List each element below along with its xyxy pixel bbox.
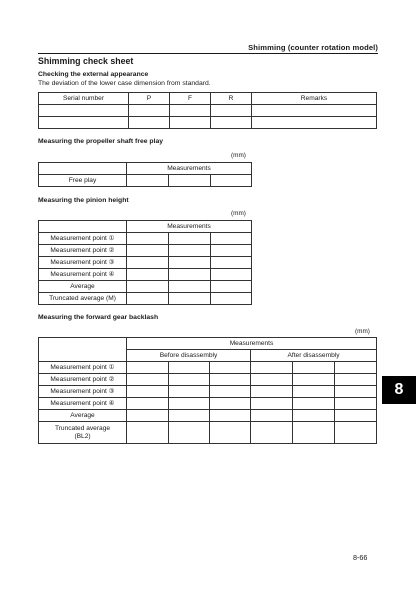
pinion-heading: Measuring the pinion height (38, 197, 129, 204)
table-cell (127, 374, 169, 386)
table-cell (293, 386, 335, 398)
table-cell (251, 410, 293, 422)
table-cell (293, 374, 335, 386)
table-row (39, 245, 252, 257)
table-cell (210, 398, 251, 410)
row-label: Average (39, 281, 127, 293)
table-cell (210, 374, 251, 386)
table-cell (170, 105, 211, 117)
col-f: F (170, 93, 211, 105)
table-cell (211, 233, 252, 245)
table-cell (251, 362, 293, 374)
row-label: Measurement point ① (39, 233, 127, 245)
table-row (39, 117, 377, 129)
table-cell (169, 398, 210, 410)
col-remarks: Remarks (252, 93, 377, 105)
table-cell (251, 386, 293, 398)
table-cell (127, 281, 169, 293)
table-row (39, 281, 252, 293)
table-row (39, 293, 252, 305)
table-cell (169, 233, 211, 245)
free-play-heading: Measuring the propeller shaft free play (38, 138, 164, 145)
table-row (39, 269, 252, 281)
row-label: Measurement point ④ (39, 398, 127, 410)
table-cell (335, 362, 377, 374)
after-disassembly-header: After disassembly (251, 350, 377, 362)
table-cell (211, 245, 252, 257)
table-cell (210, 410, 251, 422)
table-row (39, 257, 252, 269)
row-label: Measurement point ② (39, 374, 127, 386)
table-cell (169, 281, 211, 293)
table-row (39, 362, 377, 374)
measurements-header: Measurements (127, 221, 252, 233)
backlash-table (38, 337, 377, 444)
table-cell (335, 398, 377, 410)
table-cell (170, 117, 211, 129)
table-cell (335, 422, 377, 444)
table-cell (129, 117, 170, 129)
appearance-table (38, 92, 377, 129)
table-cell (251, 422, 293, 444)
table-cell (251, 374, 293, 386)
row-label-truncated-average (39, 422, 127, 444)
row-label: Measurement point ④ (39, 269, 127, 281)
appearance-heading: Checking the external appearance (38, 71, 149, 78)
table-cell (210, 386, 251, 398)
table-cell (127, 257, 169, 269)
table-cell (169, 410, 210, 422)
free-play-unit: (mm) (231, 152, 246, 159)
empty-corner (39, 221, 127, 233)
page-number: 8-66 (353, 553, 368, 562)
table-cell (169, 175, 211, 187)
table-cell (293, 362, 335, 374)
table-row (39, 374, 377, 386)
table-cell (210, 422, 251, 444)
table-cell (335, 410, 377, 422)
table-cell (335, 386, 377, 398)
table-cell (169, 374, 210, 386)
table-cell (169, 293, 211, 305)
table-cell (127, 233, 169, 245)
measurements-header: Measurements (127, 338, 377, 350)
table-cell (169, 245, 211, 257)
table-cell (127, 175, 169, 187)
table-cell (169, 386, 210, 398)
row-label: Truncated average (M) (39, 293, 127, 305)
backlash-unit: (mm) (355, 328, 370, 335)
table-row (39, 105, 377, 117)
table-cell (169, 257, 211, 269)
table-cell (251, 398, 293, 410)
free-play-table (38, 162, 252, 187)
table-cell (39, 117, 129, 129)
table-cell (127, 245, 169, 257)
before-disassembly-header: Before disassembly (127, 350, 251, 362)
row-label: Measurement point ③ (39, 386, 127, 398)
row-label: Measurement point ② (39, 245, 127, 257)
table-cell (39, 105, 129, 117)
row-label-line2: (BL2) (74, 432, 91, 440)
table-cell (129, 105, 170, 117)
section-header: Shimming (counter rotation model) (248, 43, 378, 52)
table-cell (127, 386, 169, 398)
table-cell (211, 175, 252, 187)
col-serial-number: Serial number (39, 93, 129, 105)
table-cell (127, 362, 169, 374)
empty-corner (39, 338, 127, 362)
row-label: Average (39, 410, 127, 422)
table-row (39, 410, 377, 422)
table-cell (293, 410, 335, 422)
table-cell (169, 422, 210, 444)
table-cell (127, 293, 169, 305)
table-cell (335, 374, 377, 386)
table-cell (211, 293, 252, 305)
row-label: Measurement point ① (39, 362, 127, 374)
table-row (39, 398, 377, 410)
table-cell (169, 362, 210, 374)
table-cell (127, 410, 169, 422)
table-cell (210, 362, 251, 374)
empty-corner (39, 163, 127, 175)
table-cell (127, 269, 169, 281)
backlash-heading: Measuring the forward gear backlash (38, 314, 159, 321)
col-p: P (129, 93, 170, 105)
table-cell (211, 281, 252, 293)
table-row (39, 233, 252, 245)
table-cell (293, 398, 335, 410)
appearance-description: The deviation of the lower case dimension from standard. (38, 80, 211, 87)
table-cell (252, 105, 377, 117)
chapter-tab: 8 (382, 376, 416, 404)
table-row (39, 422, 377, 444)
pinion-unit: (mm) (231, 210, 246, 217)
table-cell (127, 398, 169, 410)
table-cell (211, 269, 252, 281)
table-cell (293, 422, 335, 444)
pinion-table (38, 220, 252, 305)
row-label: Measurement point ③ (39, 257, 127, 269)
row-label: Free play (39, 175, 127, 187)
col-r: R (211, 93, 252, 105)
table-cell (169, 269, 211, 281)
row-label-line1: Truncated average (54, 425, 111, 433)
table-row (39, 175, 252, 187)
table-cell (252, 117, 377, 129)
page-title: Shimming check sheet (38, 56, 134, 66)
table-cell (127, 422, 169, 444)
measurements-header: Measurements (127, 163, 252, 175)
table-cell (211, 105, 252, 117)
table-row (39, 386, 377, 398)
table-cell (211, 257, 252, 269)
header-rule (38, 53, 378, 54)
table-cell (211, 117, 252, 129)
